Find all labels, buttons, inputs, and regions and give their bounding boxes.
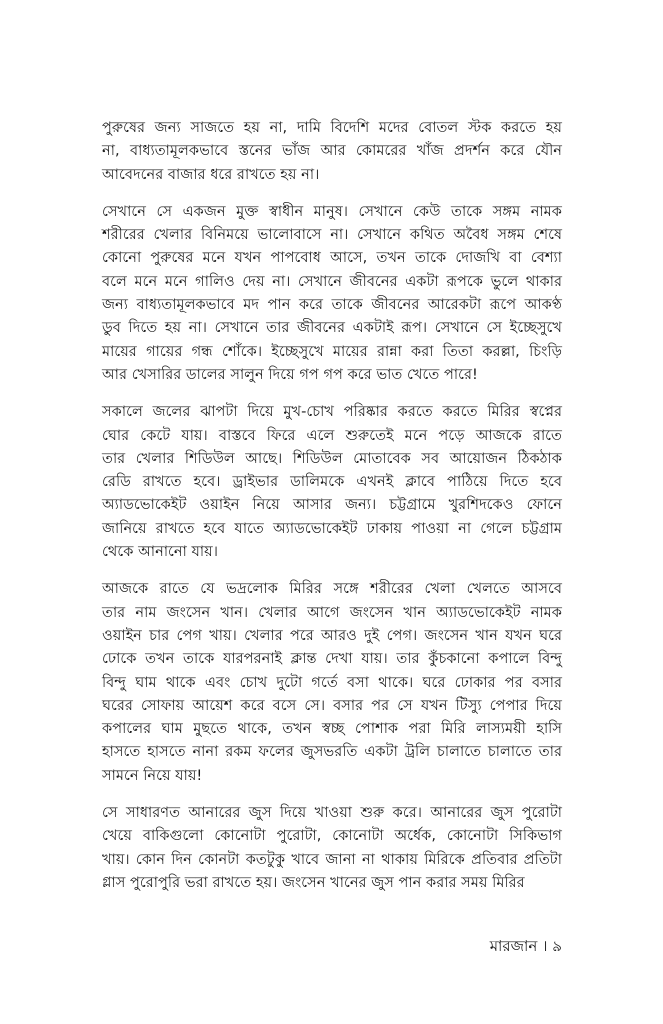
text-line: সেখানে সে একজন মুক্ত স্বাধীন মানুষ। সেখানে কেউ তাকে সঙ্গম নামক xyxy=(102,202,562,220)
text-line: ঘরের সোফায় আয়েশ করে বসে সে। বসার পর সে যখন টিস্যু পেপার দিয়ে xyxy=(102,696,562,714)
text-line: শরীরের খেলার বিনিময়ে ভালোবাসে না। সেখানে কথিত অবৈধ সঙ্গম শেষে xyxy=(102,226,562,244)
text-line: ঢোকে তখন তাকে যারপরনাই ক্লান্ত দেখা যায়। তার কুঁচকানো কপালে বিন্দু xyxy=(102,650,562,668)
paragraph xyxy=(102,577,562,787)
text-line: তার খেলার শিডিউল আছে। শিডিউল মোতাবেক সব আয়োজন ঠিকঠাক xyxy=(102,449,562,467)
text-line: জন্য বাধ্যতামূলকভাবে মদ পান করে তাকে জীবনের আরেকটা রূপে আকণ্ঠ xyxy=(102,296,562,314)
text-line: জানিয়ে রাখতে হবে যাতে অ্যাডভোকেইট ঢাকায় পাওয়া না গেলে চট্টগ্রাম xyxy=(102,519,562,537)
text-line: খায়। কোন দিন কোনটা কতটুকু খাবে জানা না থাকায় মিরিকে প্রতিবার প্রতিটা xyxy=(102,850,562,868)
text-line: গ্লাস পুরোপুরি ভরা রাখতে হয়। জংসেন খানের জুস পান করার সময় মিরির xyxy=(102,873,525,891)
text-line: পুরুষের জন্য সাজতে হয় না, দামি বিদেশি মদের বোতল স্টক করতে হয় xyxy=(102,119,562,136)
text-line: আজকে রাতে যে ভদ্রলোক মিরির সঙ্গে শরীরের খেলা খেলতে আসবে xyxy=(102,580,562,598)
text-line: কপালের ঘাম মুছতে থাকে, তখন স্বচ্ছ পোশাক পরা মিরি লাস্যময়ী হাসি xyxy=(102,720,562,738)
text-line: কোনো পুরুষের মনে যখন পাপবোধ আসে, তখন তাকে দোজখি বা বেশ্যা xyxy=(102,249,562,267)
page-footer: মারজান । ৯ xyxy=(489,937,562,955)
text-line: অ্যাডভোকেইট ওয়াইন নিয়ে আসার জন্য। চট্টগ্রামে খুরশিদকেও ফোনে xyxy=(102,496,562,514)
text-line: সে সাধারণত আনারের জুস দিয়ে খাওয়া শুরু করে। আনারের জুস পুরোটা xyxy=(102,804,562,822)
text-line: ঘোর কেটে যায়। বাস্তবে ফিরে এলে শুরুতেই মনে পড়ে আজকে রাতে xyxy=(102,426,562,444)
text-line: সকালে জলের ঝাপটা দিয়ে মুখ-চোখ পরিষ্কার করতে করতে মিরির স্বপ্নের xyxy=(102,403,562,421)
paragraph xyxy=(102,801,562,894)
text-line: থেকে আনানো যায়। xyxy=(102,543,218,561)
paragraph xyxy=(102,200,562,386)
text-line: সামনে নিয়ে যায়! xyxy=(102,766,203,784)
text-line: মায়ের গায়ের গন্ধ শোঁকে। ইচ্ছেসুখে মায়ের রান্না করা তিতা করল্লা, চিংড়ি xyxy=(102,342,562,360)
text-line: তার নাম জংসেন খান। খেলার আগে জংসেন খান অ্যাডভোকেইট নামক xyxy=(102,603,562,621)
paragraph xyxy=(102,116,562,186)
text-line: রেডি রাখতে হবে। ড্রাইভার ডালিমকে এখনই ক্লাবে পাঠিয়ে দিতে হবে xyxy=(102,473,562,491)
body-text xyxy=(102,116,562,908)
text-line: ওয়াইন চার পেগ খায়। খেলার পরে আরও দুই পেগ। জংসেন খান যখন ঘরে xyxy=(102,626,562,644)
text-line: আর খেসারির ডালের সালুন দিয়ে গপ গপ করে ভাত খেতে পারে! xyxy=(102,365,478,383)
text-line: খেয়ে বাকিগুলো কোনোটা পুরোটা, কোনোটা অর্ধেক, কোনোটা সিকিভাগ xyxy=(102,827,562,845)
paragraph xyxy=(102,400,562,563)
text-line: বিন্দু ঘাম থাকে এবং চোখ দুটো গর্তে বসা থাকে। ঘরে ঢোকার পর বসার xyxy=(102,673,562,691)
text-line: ডুব দিতে হয় না। সেখানে তার জীবনের একটাই রূপ। সেখানে সে ইচ্ছেসুখে xyxy=(102,319,562,337)
text-line: না, বাধ্যতামূলকভাবে স্তনের ভাঁজ আর কোমরের খাঁজ প্রদর্শন করে যৌন xyxy=(102,142,562,160)
text-line: বলে মনে মনে গালিও দেয় না। সেখানে জীবনের একটা রূপকে ভুলে থাকার xyxy=(102,272,562,290)
text-line: হাসতে হাসতে নানা রকম ফলের জুসভরতি একটা ট্রলি চালাতে চালাতে তার xyxy=(102,743,562,761)
text-line: আবেদনের বাজার ধরে রাখতে হয় না। xyxy=(102,165,320,183)
